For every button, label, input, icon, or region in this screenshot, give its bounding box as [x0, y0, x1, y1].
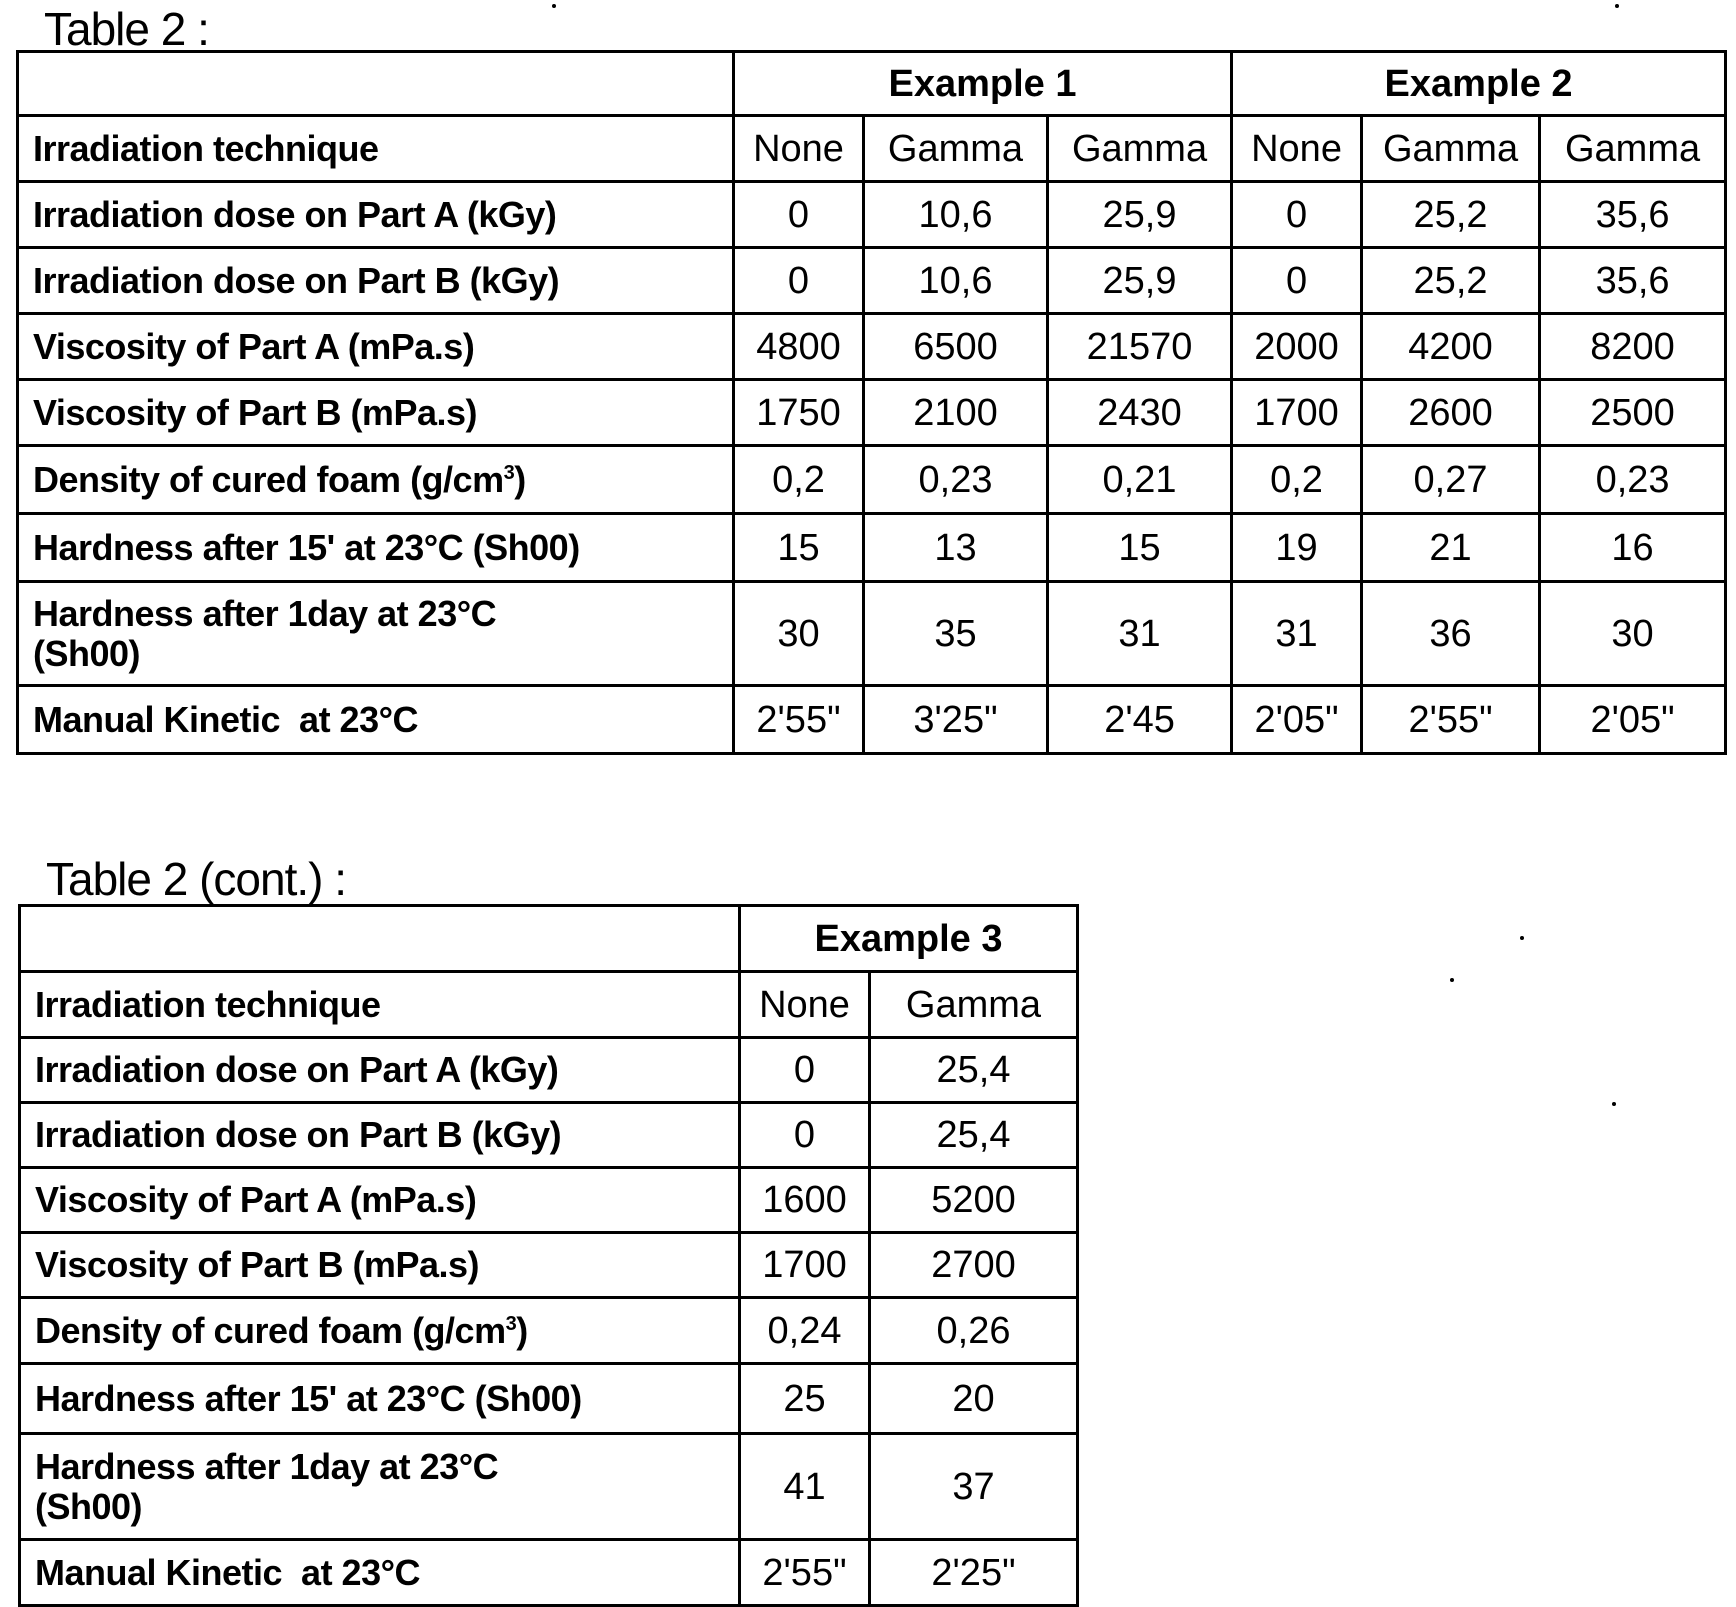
row-label: Viscosity of Part A (mPa.s): [20, 1168, 740, 1233]
cell: 0,27: [1362, 446, 1540, 514]
table2-corner-cell: [20, 906, 740, 972]
table2-cont: [18, 904, 1079, 1607]
table2-group-example-3: Example 3: [740, 906, 1078, 972]
cell: 0: [740, 1038, 870, 1103]
row-label: Viscosity of Part B (mPa.s): [18, 380, 734, 446]
table-row: [20, 972, 1078, 1038]
table-row: [18, 686, 1726, 754]
cell: 2700: [870, 1233, 1078, 1298]
cell: 0,21: [1048, 446, 1232, 514]
cell: 2600: [1362, 380, 1540, 446]
cell: 41: [740, 1434, 870, 1540]
cell: 1750: [734, 380, 864, 446]
table2-group-header-row: [20, 906, 1078, 972]
cell: 25,9: [1048, 182, 1232, 248]
table-row: [20, 1038, 1078, 1103]
cell: 19: [1232, 514, 1362, 582]
row-label: Viscosity of Part B (mPa.s): [20, 1233, 740, 1298]
cell: 2'25": [870, 1540, 1078, 1606]
cell: 30: [1540, 582, 1726, 686]
table-row: [18, 380, 1726, 446]
row-label: Hardness after 1day at 23°C (Sh00): [18, 582, 734, 686]
cell: 2'55": [740, 1540, 870, 1606]
table2-caption: Table 2 (cont.) :: [46, 853, 347, 905]
table-row: [20, 1434, 1078, 1540]
cell: 2'05": [1540, 686, 1726, 754]
table1-caption: Table 2 :: [44, 3, 209, 55]
table-row: [18, 514, 1726, 582]
cell: 35: [864, 582, 1048, 686]
cell: 13: [864, 514, 1048, 582]
cell: 35,6: [1540, 248, 1726, 314]
cell: 3'25": [864, 686, 1048, 754]
cell: 30: [734, 582, 864, 686]
cell: 1700: [1232, 380, 1362, 446]
cell: 4200: [1362, 314, 1540, 380]
cell: 4800: [734, 314, 864, 380]
row-label-text: Density of cured foam (g/cm: [35, 1309, 506, 1351]
table-row: [18, 314, 1726, 380]
row-label: Hardness after 1day at 23°C (Sh00): [20, 1434, 740, 1540]
table1-group-example-1: Example 1: [734, 52, 1232, 116]
row-label: Irradiation dose on Part B (kGy): [18, 248, 734, 314]
row-label: Manual Kinetic at 23°C: [20, 1540, 740, 1606]
cell: 21: [1362, 514, 1540, 582]
scan-speck: [1612, 1102, 1616, 1106]
cell: 0: [734, 248, 864, 314]
cell: 0: [1232, 248, 1362, 314]
table1-corner-cell: [18, 52, 734, 116]
row-label-text-end: ): [514, 458, 526, 500]
cell: 36: [1362, 582, 1540, 686]
cell: 0,23: [1540, 446, 1726, 514]
table-row: [18, 248, 1726, 314]
table-row: [18, 582, 1726, 686]
cell: 0: [1232, 182, 1362, 248]
table1-group-header-row: [18, 52, 1726, 116]
cell: 21570: [1048, 314, 1232, 380]
cell: 25,9: [1048, 248, 1232, 314]
scan-speck: [1520, 936, 1524, 940]
row-label-text-end: ): [516, 1309, 528, 1351]
cell: 20: [870, 1364, 1078, 1434]
superscript: 3: [505, 1312, 517, 1335]
cell: 16: [1540, 514, 1726, 582]
cell: 0: [740, 1103, 870, 1168]
table-row: [20, 1103, 1078, 1168]
cell: 0,2: [1232, 446, 1362, 514]
row-label: Hardness after 15' at 23°C (Sh00): [20, 1364, 740, 1434]
scan-speck: [1450, 978, 1454, 982]
cell: Gamma: [1362, 116, 1540, 182]
cell: Gamma: [870, 972, 1078, 1038]
cell: 37: [870, 1434, 1078, 1540]
cell: Gamma: [864, 116, 1048, 182]
row-label: Irradiation technique: [20, 972, 740, 1038]
cell: 2000: [1232, 314, 1362, 380]
cell: 1700: [740, 1233, 870, 1298]
cell: 25: [740, 1364, 870, 1434]
table-row: [20, 1298, 1078, 1364]
table-row: [20, 1233, 1078, 1298]
cell: 31: [1232, 582, 1362, 686]
cell: 25,4: [870, 1103, 1078, 1168]
table1: [16, 50, 1727, 755]
cell: 5200: [870, 1168, 1078, 1233]
table-row: [20, 1540, 1078, 1606]
row-label: Irradiation dose on Part A (kGy): [20, 1038, 740, 1103]
cell: 25,4: [870, 1038, 1078, 1103]
cell: 25,2: [1362, 182, 1540, 248]
table-row: [20, 1364, 1078, 1434]
row-label: [20, 1298, 740, 1364]
cell: 25,2: [1362, 248, 1540, 314]
table1-group-example-2: Example 2: [1232, 52, 1726, 116]
cell: 2500: [1540, 380, 1726, 446]
scan-speck: [1615, 4, 1619, 8]
table-row: [18, 446, 1726, 514]
cell: 0,26: [870, 1298, 1078, 1364]
cell: None: [740, 972, 870, 1038]
cell: 10,6: [864, 248, 1048, 314]
cell: 15: [1048, 514, 1232, 582]
row-label: Hardness after 15' at 23°C (Sh00): [18, 514, 734, 582]
table-row: [18, 116, 1726, 182]
cell: 0,23: [864, 446, 1048, 514]
scan-speck: [552, 4, 556, 8]
cell: 0: [734, 182, 864, 248]
cell: 35,6: [1540, 182, 1726, 248]
cell: 2430: [1048, 380, 1232, 446]
row-label: Irradiation dose on Part A (kGy): [18, 182, 734, 248]
cell: 8200: [1540, 314, 1726, 380]
cell: 1600: [740, 1168, 870, 1233]
cell: 2100: [864, 380, 1048, 446]
cell: 2'55": [734, 686, 864, 754]
cell: None: [734, 116, 864, 182]
superscript: 3: [503, 461, 515, 484]
cell: 10,6: [864, 182, 1048, 248]
cell: 0,2: [734, 446, 864, 514]
cell: 6500: [864, 314, 1048, 380]
cell: 31: [1048, 582, 1232, 686]
row-label: Irradiation technique: [18, 116, 734, 182]
cell: Gamma: [1048, 116, 1232, 182]
cell: 2'55": [1362, 686, 1540, 754]
cell: 15: [734, 514, 864, 582]
table-row: [20, 1168, 1078, 1233]
row-label: [18, 446, 734, 514]
cell: 2'05": [1232, 686, 1362, 754]
cell: 2'45: [1048, 686, 1232, 754]
row-label: Manual Kinetic at 23°C: [18, 686, 734, 754]
row-label: Irradiation dose on Part B (kGy): [20, 1103, 740, 1168]
cell: Gamma: [1540, 116, 1726, 182]
row-label: Viscosity of Part A (mPa.s): [18, 314, 734, 380]
cell: 0,24: [740, 1298, 870, 1364]
cell: None: [1232, 116, 1362, 182]
row-label-text: Density of cured foam (g/cm: [33, 458, 504, 500]
table-row: [18, 182, 1726, 248]
